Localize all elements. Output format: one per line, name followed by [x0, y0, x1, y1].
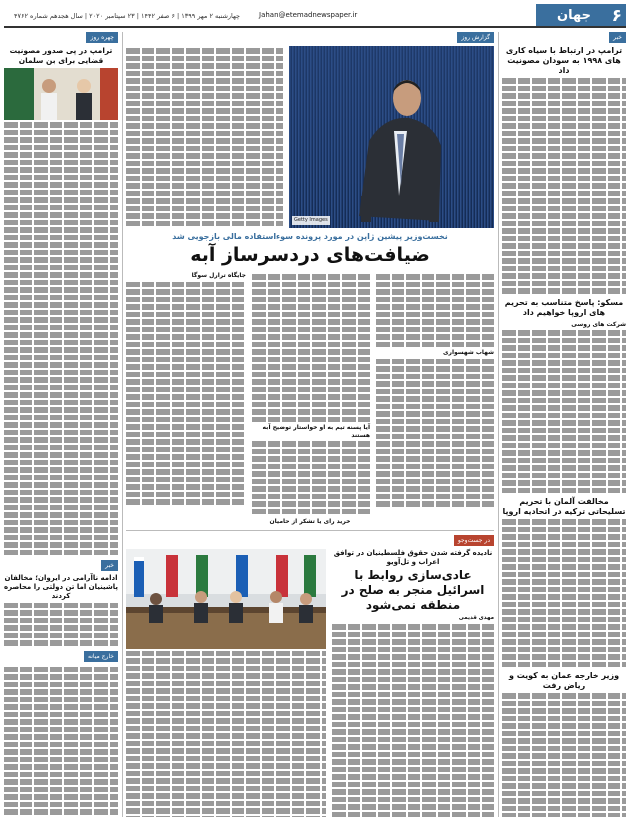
right-body-2 — [502, 330, 626, 493]
second-story-text — [332, 549, 494, 817]
signing-scene — [126, 549, 326, 649]
second-byline: مهدی قدیمی — [458, 615, 494, 622]
right-column — [502, 32, 626, 817]
left-tag-2: خبر — [101, 560, 118, 571]
page-number: ۶ — [611, 6, 622, 26]
center-tag: گزارش روز — [457, 32, 494, 43]
center-subhead-4: خرید رای یا تشکر از حامیان — [269, 518, 351, 526]
right-tag: خبر — [609, 32, 626, 43]
abe-photo — [289, 46, 494, 228]
right-headline-4: وزیر خارجه عمان به کویت و ریاض رفت — [508, 671, 620, 691]
left-tag-3: خارج میانه — [84, 651, 118, 662]
left-photo — [4, 68, 118, 120]
column-rule-left — [122, 32, 123, 817]
center-body-3 — [126, 282, 246, 505]
right-subhead-2: شرکت های روسی — [571, 320, 626, 328]
section-title: جهان — [557, 7, 591, 23]
left-column — [4, 32, 118, 817]
photo-credit: Getty Images — [292, 216, 330, 226]
center-body-1 — [376, 274, 494, 347]
center-subhead-1: شهاب شهسواری — [443, 349, 494, 357]
dateline: چهارشنبه ۲ مهر ۱۳۹۹ | ۶ صفر ۱۴۴۲ | ۲۳ سپتامبر ۲۰۲۰ | سال هجدهم شماره ۴۷۶۲ — [14, 12, 241, 20]
left-body-1 — [4, 122, 118, 555]
photo-figure — [289, 46, 494, 228]
center-body-2b — [252, 441, 370, 514]
center-column — [126, 32, 494, 817]
center-body-1b — [376, 359, 494, 507]
center-subhead-3: آیا پسنه تیم به او خواستار توضیح آبه هستند — [262, 424, 370, 439]
center-subhead-2: جایگاه ترارل سوگا — [191, 272, 246, 280]
right-body-3 — [502, 519, 626, 667]
signing-photo — [126, 549, 326, 649]
right-headline-1: ترامپ در ارتباط با سیاه کاری های ۱۹۹۸ به سودان مصونیت داد — [505, 46, 623, 76]
center-subcol-3 — [126, 272, 246, 516]
left-headline-1: ترامپ در پی صدور مصونیت قضایی برای بن سلمان — [9, 46, 113, 65]
signing-body — [126, 651, 326, 817]
column-rule-right — [498, 32, 499, 817]
center-kicker: نخست‌وزیر پیشین ژاپن در مورد پرونده سوءاستفاده مالی بازجویی شد — [172, 232, 448, 242]
center-headline: ضیافت‌های دردسرساز آبه — [190, 244, 430, 267]
top-story-text — [126, 46, 283, 228]
center-tag-2: در جست‌وجو — [454, 535, 494, 546]
second-kicker: نادیده گرفته شدن حقوق فلسطینیان در توافق اعراب و تل‌آویو — [333, 548, 493, 566]
masthead — [4, 4, 626, 28]
left-tag: چهره روز — [86, 32, 118, 43]
left-body-3 — [4, 667, 118, 817]
center-divider — [126, 530, 494, 531]
top-story-row — [126, 46, 494, 228]
left-photo-scene — [4, 68, 118, 120]
center-subcol-1 — [376, 272, 494, 516]
right-body-1 — [502, 78, 626, 294]
second-headline: عادی‌سازی روابط با اسرائیل منجر به صلح در منطقه نمی‌شود — [341, 568, 485, 613]
second-body — [332, 624, 494, 817]
right-headline-3: مخالفت آلمان با تحریم تسلیحاتی ترکیه در اتحادیه اروپا — [502, 497, 626, 517]
second-story-row — [126, 549, 494, 817]
right-body-4 — [502, 693, 626, 817]
center-body-row — [126, 272, 494, 516]
signing-column — [126, 549, 326, 817]
left-headline-2: ادامه ناآرامی در ایروان؛ مخالفان پاشینیان اما تن دولتی را محاصره کردند — [4, 574, 118, 600]
left-body-2 — [4, 603, 118, 646]
right-headline-2: مسکو: پاسخ متناسب به تحریم های اروپا خواهیم داد — [504, 297, 624, 317]
center-subcol-2 — [252, 272, 370, 516]
center-body-2 — [252, 274, 370, 422]
site-email: Jahan@etemadnewspaper.ir — [259, 11, 358, 19]
